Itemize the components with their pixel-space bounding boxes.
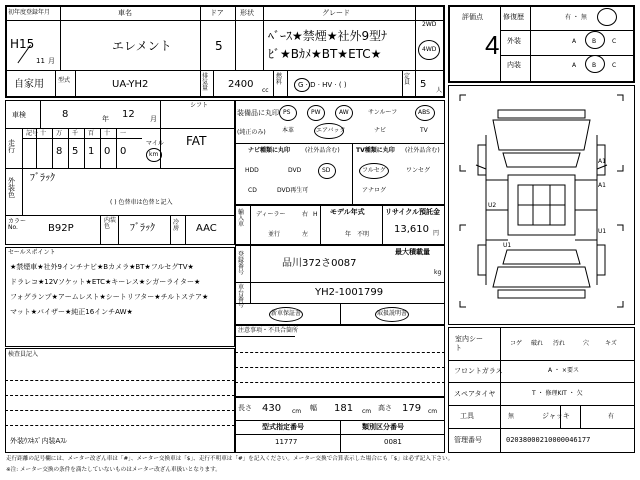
int-grade-b: B	[592, 62, 597, 69]
mileage-digit-unit: 千	[72, 130, 79, 137]
inspection-label: 車検	[12, 111, 26, 119]
new-warranty: 新車保証書	[271, 310, 302, 317]
manual: 取扱説明書	[377, 310, 408, 317]
diagram-mark-u1-left: U1	[503, 242, 512, 249]
fuel-options: G · D · HV · ( )	[298, 81, 347, 89]
interior-grade-label: 内装	[507, 61, 521, 69]
model-year-value: 年 不明	[345, 231, 370, 238]
exterior-value: ﾌﾞﾗｯｸ	[30, 173, 55, 184]
inspector-bottom-text: 外装ｳｽｷｽﾞ内装Aｽﾚ	[10, 437, 68, 445]
model-label: 型式	[58, 77, 71, 84]
spare-tire-label: スペアタイヤ	[454, 390, 496, 398]
equipment-label: 装備品に丸印	[237, 109, 279, 117]
recycle-unit: 円	[433, 230, 440, 237]
score-value: 4	[485, 30, 500, 60]
reg-year-label: 初年度登録年月	[8, 9, 51, 16]
sales-point-line-3: フォグランプ★アームレスト★シートリフター★チルトステア★	[10, 293, 209, 301]
import-parallel: 並行	[268, 231, 281, 238]
doors-value: 5	[215, 39, 223, 53]
import-label: 輸入車	[238, 209, 245, 228]
length-unit: cm	[292, 408, 302, 415]
model-value: UA-YH2	[112, 79, 149, 90]
repair-options: 有 ・ 無	[565, 14, 587, 21]
length-value: 430	[262, 403, 282, 414]
import-handle: H	[313, 211, 318, 218]
sheet-hole: 穴	[583, 340, 590, 347]
equip-sunroof: サンルーフ	[368, 109, 398, 116]
interior-sheet-label: 室内シート	[455, 335, 483, 353]
drive-4wd-label: 4WD	[422, 46, 437, 53]
int-grade-c: C	[612, 62, 617, 69]
interior-color-value: ﾌﾞﾗｯｸ	[130, 223, 155, 234]
recycle-label: リサイクル預託金	[385, 208, 441, 216]
reg-month-value: 11	[36, 57, 45, 65]
front-glass-label: フロントガラス	[454, 367, 503, 375]
grade-value-line1: ﾍﾞｰｽ★禁煙★社外9型ﾅ	[268, 29, 388, 43]
repair-none-circle	[597, 8, 617, 26]
displacement-label: 排気量	[202, 73, 209, 92]
footer-line-1: 走行距離の記号欄には、メーター改ざん車は「#」、メーター交換車は「$」、走行不明車は「#」を記入ください。メーター交換で合算表示した場合にも「$」は必ず記入下さい。	[6, 456, 454, 462]
mileage-digit: 8	[56, 146, 63, 157]
class-label: 類別区分番号	[362, 423, 404, 431]
interior-color-label: 内装色	[104, 217, 117, 230]
plate-value: 品川372さ0087	[282, 258, 357, 269]
ac-value: AAC	[196, 223, 217, 234]
mileage-digit: 5	[72, 146, 79, 157]
diagram-mark-a1-front: A1	[598, 158, 606, 165]
equip-pw: PW	[311, 109, 321, 116]
ext-grade-b: B	[592, 38, 597, 45]
mileage-digit-unit: 万	[56, 130, 63, 137]
inspector-note-label: 検査員記入	[8, 351, 39, 358]
type-spec-value: 11777	[275, 438, 298, 446]
equipment-sublabel: (純正のみ)	[237, 129, 266, 136]
equip-aw: AW	[339, 109, 349, 116]
car-diagram	[448, 85, 635, 325]
import-dealer: ディーラー	[256, 211, 286, 218]
ext-grade-a: A	[572, 38, 577, 45]
mileage-unit-km: km	[149, 151, 159, 158]
sheet-tear: 破れ	[531, 340, 544, 347]
shift-label: シフト	[190, 102, 209, 109]
usage-value: 自家用	[14, 79, 44, 90]
mileage-digit-unit: 十	[40, 130, 47, 137]
inspection-month: 12	[122, 109, 135, 120]
jack-label: ジャッキ	[542, 412, 570, 420]
navi-cd: CD	[248, 187, 257, 194]
max-load-unit: kg	[434, 269, 442, 276]
height-unit: cm	[428, 408, 438, 415]
equip-navi: ナビ	[374, 127, 387, 134]
navi-type-label: ナビ種類に丸印	[248, 147, 291, 154]
mileage-digit: 0	[120, 146, 127, 157]
drive-2wd-label: 2WD	[422, 21, 437, 28]
chassis-value: YH2-1001799	[315, 287, 384, 298]
width-value: 181	[334, 403, 354, 414]
footer-line-2: ※注: メーター交換の条件を満たしていないものはメーター改ざん車扱いとなります。	[6, 467, 221, 473]
inspection-year-unit: 年	[102, 115, 109, 123]
max-load-label: 最大積載量	[395, 248, 430, 256]
equip-ps: PS	[283, 109, 291, 116]
capacity-value: 5	[420, 79, 427, 90]
car-name-label: 車名	[118, 9, 132, 17]
equip-leather: 本革	[282, 127, 295, 134]
sales-points-label: セールスポイント	[8, 249, 56, 256]
color-code-value: B92P	[48, 223, 74, 234]
mileage-digit-unit: 百	[88, 130, 95, 137]
exterior-grade-label: 外装	[507, 37, 521, 45]
capacity-label: 定員	[404, 73, 411, 86]
type-spec-label: 型式指定番号	[262, 423, 304, 431]
navi-sd: SD	[322, 167, 331, 174]
import-left: 左	[302, 231, 309, 238]
recycle-value: 13,610	[394, 224, 429, 235]
mileage-digit: 1	[88, 146, 95, 157]
import-right: 右	[302, 211, 309, 218]
model-year-label: モデル年式	[330, 208, 365, 216]
equip-tv: TV	[420, 127, 428, 134]
displacement-value: 2400	[228, 79, 254, 90]
mileage-digit-unit: 十	[104, 130, 111, 137]
sheet-burn: コゲ	[510, 340, 523, 347]
chassis-label: 車台番号	[238, 284, 245, 309]
equip-abs: ABS	[418, 109, 430, 116]
shape-label: 形状	[240, 9, 254, 17]
navi-dvd-play: DVD再生可	[277, 187, 309, 194]
fuel-label: 燃料	[276, 73, 283, 86]
capacity-unit: 人	[436, 87, 443, 94]
sales-point-line-1: ★禁煙車★社外9インチナビ★Bカメラ★BT★フルセグTV★	[10, 263, 194, 271]
tools-value: 無	[508, 413, 515, 420]
sales-point-line-2: ドラレコ★12Vソケット★ETC★キーレス★シガーライター★	[10, 278, 201, 286]
color-code-label: カラー No.	[8, 218, 27, 231]
ac-label: 冷房	[173, 219, 180, 232]
mileage-digit: 0	[104, 146, 111, 157]
jack-value: 有	[608, 413, 615, 420]
diagram-mark-a1-right: A1	[598, 182, 606, 189]
front-glass-value: A ・ ×要ス	[548, 367, 579, 374]
navi-hdd: HDD	[245, 167, 259, 174]
tv-type-sub: (社外品含む)	[405, 147, 440, 154]
height-label: 高さ	[378, 404, 392, 412]
tv-oneseg: ワンセグ	[406, 167, 431, 174]
score-label: 評価点	[462, 13, 483, 21]
grade-label: グレード	[322, 9, 350, 17]
ext-grade-c: C	[612, 38, 617, 45]
class-value: 0081	[384, 438, 402, 446]
tools-label: 工具	[460, 412, 474, 420]
sales-point-line-4: マット★バイザー★純正16インチAW★	[10, 308, 133, 316]
reg-month-unit: 月	[48, 57, 55, 65]
tv-analog: アナログ	[362, 187, 387, 194]
diagram-mark-u1-right: U1	[598, 228, 607, 235]
inspection-year: 8	[62, 109, 69, 120]
exterior-label: 外装色	[8, 177, 15, 199]
odometer-code-label: 記号	[26, 130, 39, 137]
navi-type-sub: (社外品含む)	[305, 147, 340, 154]
height-value: 179	[402, 403, 422, 414]
int-grade-a: A	[572, 62, 577, 69]
color-change-note: ( ) 色替車は色替と記入	[110, 199, 173, 206]
car-name-value: エレメント	[112, 39, 172, 53]
mgmt-label: 管理番号	[454, 436, 482, 444]
width-unit: cm	[362, 408, 372, 415]
repair-label: 修復歴	[503, 13, 524, 21]
plate-label: 登録番号	[238, 251, 245, 276]
notes-label: 注意事項・不具合箇所	[238, 327, 299, 334]
tv-type-label: TV種類に丸印	[356, 147, 395, 154]
diagram-mark-u2: U2	[488, 202, 497, 209]
spare-tire-value: T ・ 修理KIT ・ 欠	[532, 390, 583, 397]
grade-value-line2: ﾋﾞ★Bｶﾒ★BT★ETC★	[268, 47, 382, 61]
mileage-digit-unit: 一	[120, 130, 127, 137]
displacement-unit: cc	[262, 87, 269, 94]
equip-airbag: エアバック	[316, 127, 346, 134]
reg-year-value: H15	[10, 37, 35, 51]
mileage-label: 走行	[8, 139, 15, 154]
mgmt-value: 02038000210000046177	[506, 436, 591, 444]
length-label: 長さ	[238, 404, 252, 412]
doors-label: ドア	[210, 9, 224, 17]
shift-value: FAT	[186, 134, 207, 148]
sheet-dirt: 汚れ	[553, 340, 566, 347]
navi-dvd: DVD	[288, 167, 302, 174]
width-label: 幅	[310, 404, 317, 412]
sheet-scratch: キズ	[605, 340, 617, 347]
tv-fullseg: フルセグ	[362, 167, 386, 174]
mileage-unit-mile: マイル	[146, 140, 164, 147]
inspection-month-unit: 月	[150, 115, 157, 123]
